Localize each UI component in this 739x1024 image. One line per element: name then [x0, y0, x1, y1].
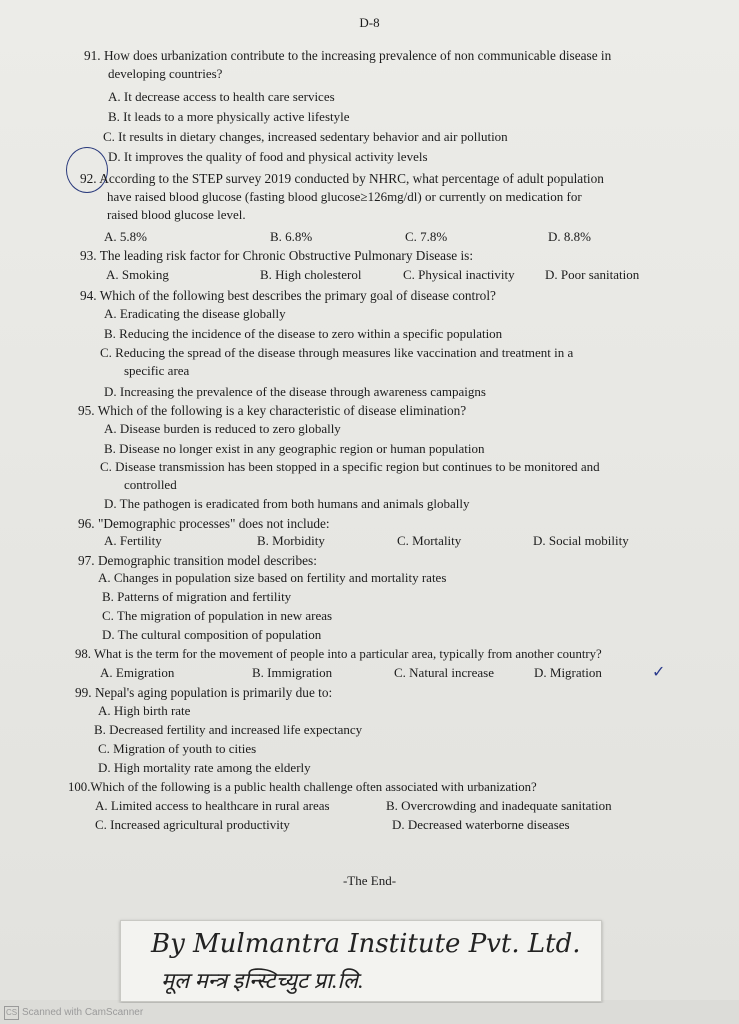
question-continuation: raised blood glucose level. [107, 207, 246, 222]
option-marked: C. It results in dietary changes, increased sedentary behavior and air pollution [103, 129, 508, 144]
question-number: 96. [78, 516, 95, 531]
question-text: Demographic transition model describes: [97, 553, 317, 568]
scanner-footer [0, 1003, 739, 1024]
option: A. Fertility [104, 533, 162, 548]
option: B. 6.8% [270, 229, 313, 244]
option-marked: C. Reducing the spread of the disease through measures like vaccination and treatment in a [100, 345, 574, 360]
option-continuation: controlled [124, 477, 177, 492]
question-93 [80, 247, 473, 264]
question-number: 100. [68, 780, 91, 794]
option: D. Poor sanitation [545, 267, 640, 282]
question-text: How does urbanization contribute to the increasing prevalence of non communicable disease in [103, 48, 612, 63]
option-continuation: specific area [124, 363, 190, 378]
question-number: 94. [80, 288, 97, 303]
option: A. It decrease access to health care services [108, 89, 335, 104]
option: D. Increasing the prevalence of the disease through awareness campaigns [104, 384, 486, 399]
question-text: Nepal's aging population is primarily due to: [94, 685, 333, 700]
option: C. Physical inactivity [403, 267, 515, 282]
option: C. The migration of population in new areas [102, 608, 333, 623]
option-marked: B. Immigration [252, 665, 333, 680]
watermark-line-nepali: मूल मन्त्र इन्स्टिच्युट प्रा.लि. [161, 968, 364, 993]
question-91 [84, 47, 611, 64]
question-text: Which of the following is a public health challenge often associated with urbanization? [90, 780, 537, 794]
question-number: 95. [78, 403, 95, 418]
camscanner-logo-icon: CS [4, 1006, 19, 1020]
option: A. High birth rate [98, 703, 191, 718]
option: B. Disease no longer exist in any geographic region or human population [104, 441, 485, 456]
question-text: The leading risk factor for Chronic Obstructive Pulmonary Disease is: [99, 248, 474, 263]
question-continuation: developing countries? [108, 66, 223, 81]
option-marked: B. Overcrowding and inadequate sanitation [386, 798, 612, 813]
question-text: "Demographic processes" does not include: [97, 516, 330, 531]
question-number: 93. [80, 248, 97, 263]
question-number: 92. [80, 171, 97, 186]
option: D. 8.8% [548, 229, 591, 244]
question-text: According to the STEP survey 2019 conducted by NHRC, what percentage of adult population [99, 171, 604, 186]
option: A. Eradicating the disease globally [104, 306, 286, 321]
option: A. Emigration [100, 665, 175, 680]
option: D. Decreased waterborne diseases [392, 817, 570, 832]
handwritten-tick-mark: ✓ [652, 664, 666, 681]
option: B. Reducing the incidence of the disease to zero within a specific population [104, 326, 503, 341]
question-number: 99. [75, 685, 92, 700]
question-number: 98. [75, 647, 91, 661]
question-94 [80, 287, 496, 304]
option: C. Natural increase [394, 665, 494, 680]
watermark-line-english: By Mulmantra Institute Pvt. Ltd. [151, 929, 581, 959]
option-marked: B. High cholesterol [260, 267, 362, 282]
option: D. Migration [534, 665, 602, 680]
page-header: D-8 [359, 15, 380, 30]
question-text: What is the term for the movement of people into a particular area, typically from another country? [93, 647, 602, 661]
option-marked: C. Disease transmission has been stopped in a specific region but continues to be monitored and [100, 459, 600, 474]
option: D. The pathogen is eradicated from both humans and animals globally [104, 496, 470, 511]
option-marked: B. Morbidity [257, 533, 325, 548]
question-96 [78, 515, 330, 532]
question-continuation: have raised blood glucose (fasting blood glucose≥126mg/dl) or currently on medication for [107, 189, 582, 204]
option-marked: A. Changes in population size based on fertility and mortality rates [98, 570, 447, 585]
option: C. Mortality [397, 533, 462, 548]
option: B. Patterns of migration and fertility [102, 589, 292, 604]
question-95 [78, 402, 466, 419]
handwritten-watermark-note [120, 920, 602, 1002]
end-text: -The End- [342, 873, 397, 888]
option: D. It improves the quality of food and physical activity levels [108, 149, 428, 164]
question-92 [80, 170, 604, 187]
option-marked: A. 5.8% [104, 229, 147, 244]
question-number: 91. [84, 48, 101, 63]
option: C. Migration of youth to cities [98, 741, 257, 756]
option: A. Disease burden is reduced to zero globally [104, 421, 341, 436]
option: C. Increased agricultural productivity [95, 817, 290, 832]
option: D. The cultural composition of population [102, 627, 322, 642]
option: B. It leads to a more physically active lifestyle [108, 109, 350, 124]
option: A. Smoking [106, 267, 169, 282]
question-number: 97. [78, 553, 95, 568]
question-text: Which of the following is a key characteristic of disease elimination? [97, 403, 467, 418]
option-marked: B. Decreased fertility and increased life expectancy [94, 722, 363, 737]
question-100 [68, 779, 537, 796]
option: D. Social mobility [533, 533, 629, 548]
question-99 [75, 684, 332, 701]
question-98 [75, 646, 602, 663]
scanner-text: Scanned with CamScanner [22, 1007, 144, 1018]
question-97 [78, 552, 317, 569]
option: C. 7.8% [405, 229, 448, 244]
option: D. High mortality rate among the elderly [98, 760, 311, 775]
question-text: Which of the following best describes the primary goal of disease control? [99, 288, 496, 303]
option: A. Limited access to healthcare in rural areas [95, 798, 330, 813]
